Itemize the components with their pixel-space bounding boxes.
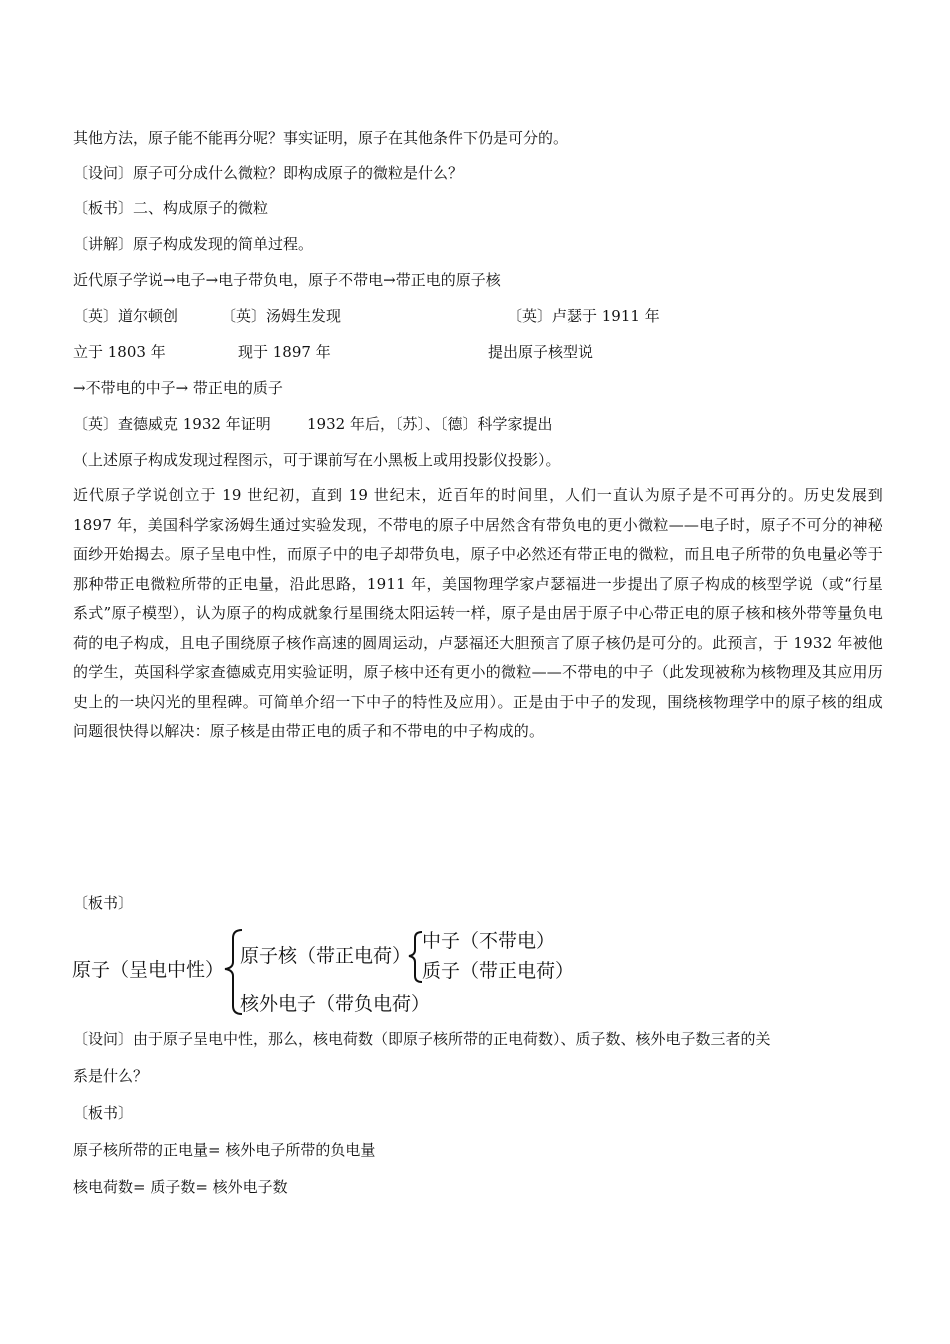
equation-1: 原子核所带的正电量= 核外电子所带的负电量 xyxy=(73,1141,376,1159)
nucleus-label: 原子核（带正电荷） xyxy=(240,945,412,967)
thomson-year: 现于 1897 年 xyxy=(238,343,331,361)
scientists-label: 1932 年后，〔苏〕、〔德〕科学家提出 xyxy=(307,415,553,433)
atom-label: 原子（呈电中性） xyxy=(72,959,225,981)
note-line: （上述原子构成发现过程图示，可于课前写在小黑板上或用投影仪投影）。 xyxy=(73,451,561,469)
chadwick-label: 〔英〕查德威克 1932 年证明 xyxy=(73,415,271,433)
dalton-label: 〔英〕道尔顿创 xyxy=(73,307,179,325)
thomson-label: 〔英〕汤姆生发现 xyxy=(221,307,342,325)
board-label-2: 〔板书〕 xyxy=(73,1104,134,1122)
question-line-2b: 系是什么？ xyxy=(73,1067,149,1085)
electron-label: 核外电子（带负电荷） xyxy=(240,993,431,1015)
board-heading: 〔板书〕二、构成原子的微粒 xyxy=(73,199,269,217)
proton-label: 质子（带正电荷） xyxy=(422,960,575,982)
explain-line: 〔讲解〕原子构成发现的简单过程。 xyxy=(73,235,314,253)
history-row-1 xyxy=(73,306,893,326)
history-row-3 xyxy=(73,414,893,434)
question-line-2a: 〔设问〕由于原子呈电中性，那么，核电荷数（即原子核所带的正电荷数）、质子数、核外电子数三者的关 xyxy=(73,1030,771,1048)
atom-structure-diagram xyxy=(70,924,590,1024)
question-line: 〔设问〕原子可分成什么微粒？即构成原子的微粒是什么？ xyxy=(73,164,464,182)
history-chain-1: 近代原子学说→电子→电子带负电，原子不带电→带正电的原子核 xyxy=(73,271,501,289)
neutron-label: 中子（不带电） xyxy=(422,930,556,952)
history-paragraph: 近代原子学说创立于 19 世纪初，直到 19 世纪末，近百年的时间里，人们一直认为原子是不可再分的。历史发展到 1897 年，美国科学家汤姆生通过实验发现，不带电的原子中居然含有带负电的更小微粒——电子时，原子不可分的神秘面纱开始揭去。原子呈电中性，而原子中的电子却带负电，原子中必然还有带正电的微粒，而且电子所带的负电量必等于那种带正电微粒所带的正电量，沿此思路，1911 年，美国物理学家卢瑟福进一步提出了原子构成的核型学说（或“行星系式”原子模型），认为原子的构成就象行星围绕太阳运转一样，原子是由居于原子中心带正电的原子核和核外带等量负电荷的电子构成，且电子围绕原子核作高速的圆周运动，卢瑟福还大胆预言了原子核仍是可分的。此预言，于 1932 年被他的学生，英国科学家查德威克用实验证明，原子核中还有更小的微粒——不带电的中子（此发现被称为核物理及其应用历史上的一块闪光的里程碑。可简单介绍一下中子的特性及应用）。正是由于中子的发现，围绕核物理学中的原子核的组成问题很快得以解决：原子核是由带正电的质子和不带电的中子构成的。 xyxy=(73,486,883,740)
history-row-2 xyxy=(73,342,893,362)
equation-2: 核电荷数= 质子数= 核外电子数 xyxy=(73,1178,288,1196)
dalton-year: 立于 1803 年 xyxy=(73,343,166,361)
history-chain-2: →不带电的中子→ 带正电的质子 xyxy=(73,379,283,397)
rutherford-theory: 提出原子核型说 xyxy=(488,343,594,361)
rutherford-label: 〔英〕卢瑟于 1911 年 xyxy=(507,307,660,325)
board-label: 〔板书〕 xyxy=(73,894,134,912)
text-line: 其他方法，原子能不能再分呢？事实证明，原子在其他条件下仍是可分的。 xyxy=(73,129,569,147)
